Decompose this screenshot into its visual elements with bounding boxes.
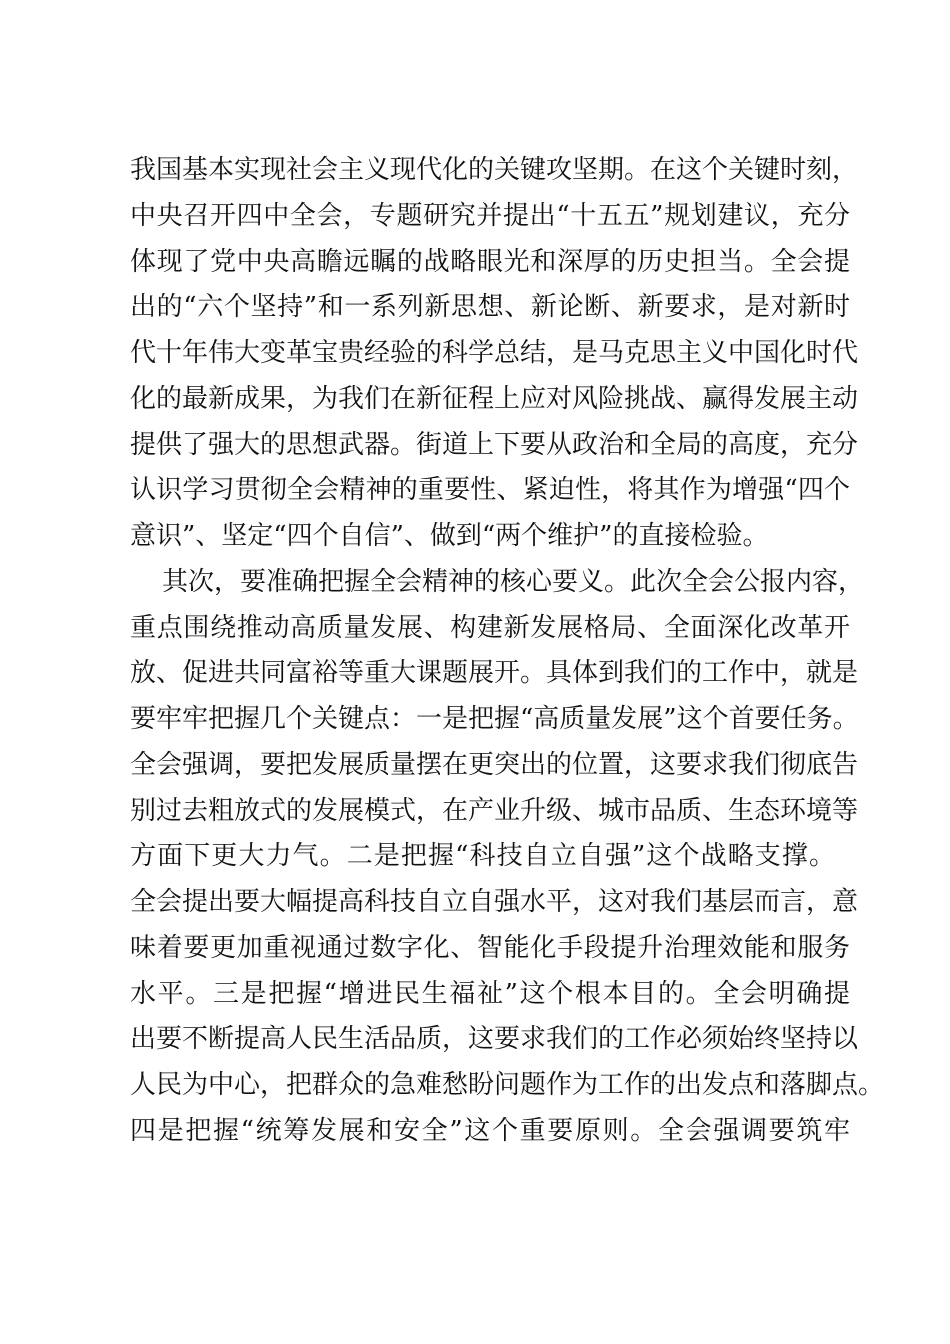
text-line: 认识学习贯彻全会精神的重要性、紧迫性，将其作为增强“四个: [130, 475, 850, 506]
text-line: 出要不断提高人民生活品质，这要求我们的工作必须始终坚持以: [130, 1024, 859, 1055]
text-line: 中央召开四中全会，专题研究并提出“十五五”规划建议，充分: [130, 200, 850, 231]
text-line: 放、促进共同富裕等重大课题展开。具体到我们的工作中，就是: [130, 658, 859, 689]
paragraph-start-line: 其次，要准确把握全会精神的核心要义。此次全会公报内容，: [162, 566, 865, 597]
text-line: 方面下更大力气。二是把握“科技自立自强”这个战略支撑。: [130, 841, 835, 872]
document-body: [130, 148, 885, 1155]
text-line: 要牢牢把握几个关键点：一是把握“高质量发展”这个首要任务。: [130, 704, 859, 734]
text-line: 出的“六个坚持”和一系列新思想、新论断、新要求，是对新时: [130, 292, 850, 323]
text-line: 我国基本实现社会主义现代化的关键攻坚期。在这个关键时刻，: [130, 155, 859, 185]
text-line: 全会提出要大幅提高科技自立自强水平，这对我们基层而言，意: [130, 887, 859, 917]
text-line: 体现了党中央高瞻远瞩的战略眼光和深厚的历史担当。全会提: [130, 246, 850, 277]
text-line: 重点围绕推动高质量发展、构建新发展格局、全面深化改革开: [130, 612, 850, 643]
text-line: 人民为中心，把群众的急难愁盼问题作为工作的出发点和落脚点。: [130, 1070, 885, 1100]
text-line: 化的最新成果，为我们在新征程上应对风险挑战、赢得发展主动: [130, 383, 859, 414]
text-line: 代十年伟大变革宝贵经验的科学总结，是马克思主义中国化时代: [130, 338, 859, 368]
text-line: 味着要更加重视通过数字化、智能化手段提升治理效能和服务: [130, 932, 850, 963]
text-line: 全会强调，要把发展质量摆在更突出的位置，这要求我们彻底告: [130, 749, 859, 780]
text-line: 提供了强大的思想武器。街道上下要从政治和全局的高度，充分: [130, 429, 859, 460]
text-line: 意识”、坚定“四个自信”、做到“两个维护”的直接检验。: [130, 521, 769, 551]
text-line: 四是把握“统筹发展和安全”这个重要原则。全会强调要筑牢: [130, 1115, 850, 1146]
text-line: 水平。三是把握“增进民生福祉”这个根本目的。全会明确提: [130, 978, 850, 1009]
text-line: 别过去粗放式的发展模式，在产业升级、城市品质、生态环境等: [130, 795, 859, 826]
